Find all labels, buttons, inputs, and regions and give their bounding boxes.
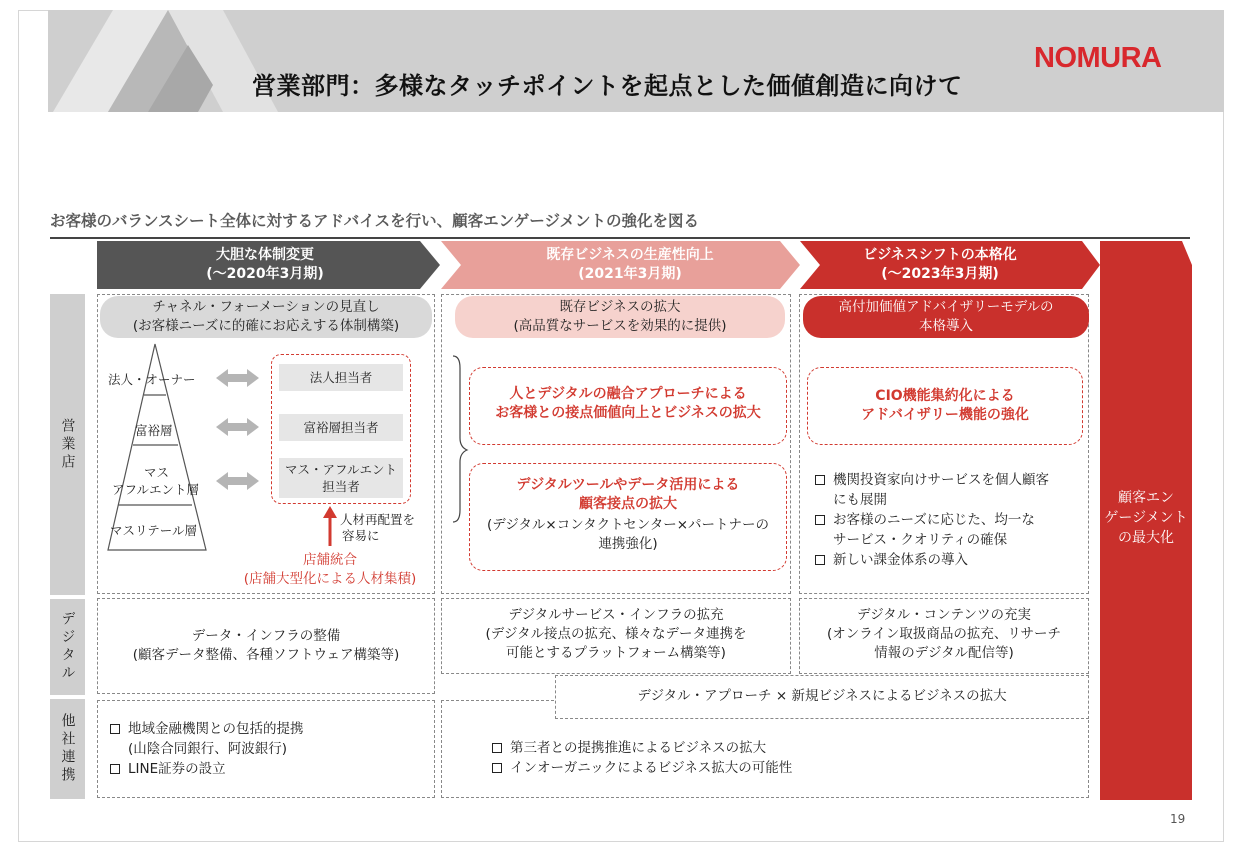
col1-digital-text: データ・インフラの整備 (顧客データ整備、各種ソフトウェア構築等): [132, 628, 400, 663]
list-item: 第三者との提携推進によるビジネスの拡大: [492, 738, 792, 758]
list-item: 機関投資家向けサービスを個人顧客: [815, 470, 1049, 490]
list-item: LINE証券の設立: [110, 759, 304, 779]
row-label-partner: 他社連携: [50, 699, 85, 799]
col1-pill: チャネル・フォーメーションの見直し (お客様ニーズに的確にお応えする体制構築): [100, 296, 432, 338]
col2-box1-text: 人とデジタルの融合アプローチによる お客様との接点価値向上とビジネスの拡大: [495, 386, 761, 421]
list-item: お客様のニーズに応じた、均一な: [815, 510, 1049, 530]
phase-3-label: ビジネスシフトの本格化 (〜2023年3月期): [863, 247, 1017, 282]
digital-combo-text: デジタル・アプローチ × 新規ビジネスによるビジネスの拡大: [637, 688, 1007, 704]
row-label-sales: 営業店: [50, 294, 85, 595]
pyramid-label-retail: マスリテール層: [110, 523, 198, 538]
subtitle: お客様のバランスシート全体に対するアドバイスを行い、顧客エンゲージメントの強化を図る: [50, 212, 699, 230]
col3-box1-text: CIO機能集約化による アドバイザリー機能の強化: [861, 388, 1029, 423]
nomura-logo: NOMURA: [1034, 42, 1162, 74]
pyramid-label-affluent: アフルエント層: [112, 482, 200, 497]
realloc-note: 人材再配置を 容易に: [340, 512, 416, 543]
list-item: にも展開: [833, 492, 887, 508]
phase-2-label: 既存ビジネスの生産性向上 (2021年3月期): [546, 247, 714, 282]
col2-box2-text: デジタルツールやデータ活用による 顧客接点の拡大 (デジタル×コンタクトセンター×パートナーの 連携強化): [486, 477, 770, 552]
page-title: 営業部門：多様なタッチポイントを起点とした価値創造に向けて: [252, 72, 963, 100]
staff-wealthy: 富裕層担当者: [279, 414, 403, 441]
staff-mass-affluent: マス・アフルエント 担当者: [279, 458, 403, 498]
col3-pill: 高付加価値アドバイザリーモデルの 本格導入: [803, 296, 1089, 338]
col2-partner-list: [492, 738, 792, 778]
col1-partner-list: [110, 719, 304, 779]
pyramid-label-wealthy: 富裕層: [135, 423, 173, 438]
goal-label: 顧客エン ゲージメント の最大化: [1104, 490, 1188, 546]
store-consolidation: 店舗統合 (店舗大型化による人材集積): [243, 552, 417, 587]
page-number: 19: [1170, 812, 1186, 826]
list-item: サービス・クオリティの確保: [833, 532, 1008, 548]
col3-bullets: [815, 470, 1049, 570]
row-label-digital: デジタル: [50, 599, 85, 695]
list-item: 地域金融機関との包括的提携: [110, 719, 304, 739]
pyramid-label-mass: マス: [144, 465, 170, 480]
col2-pill: 既存ビジネスの拡大 (高品質なサービスを効果的に提供): [455, 296, 785, 338]
list-item: (山陰合同銀行、阿波銀行): [128, 741, 288, 757]
col2-digital-text: デジタルサービス・インフラの拡充 (デジタル接点の拡充、様々なデータ連携を 可能とするプラットフォーム構築等): [485, 607, 747, 661]
phase-1-label: 大胆な体制変更 (〜2020年3月期): [206, 247, 324, 282]
pyramid-label-corporate: 法人・オーナー: [108, 372, 196, 387]
list-item: インオーガニックによるビジネス拡大の可能性: [492, 758, 792, 778]
staff-corporate: 法人担当者: [279, 364, 403, 391]
col3-digital-text: デジタル・コンテンツの充実 (オンライン取扱商品の拡充、リサーチ 情報のデジタル配信等): [826, 607, 1062, 661]
list-item: 新しい課金体系の導入: [815, 550, 1049, 570]
